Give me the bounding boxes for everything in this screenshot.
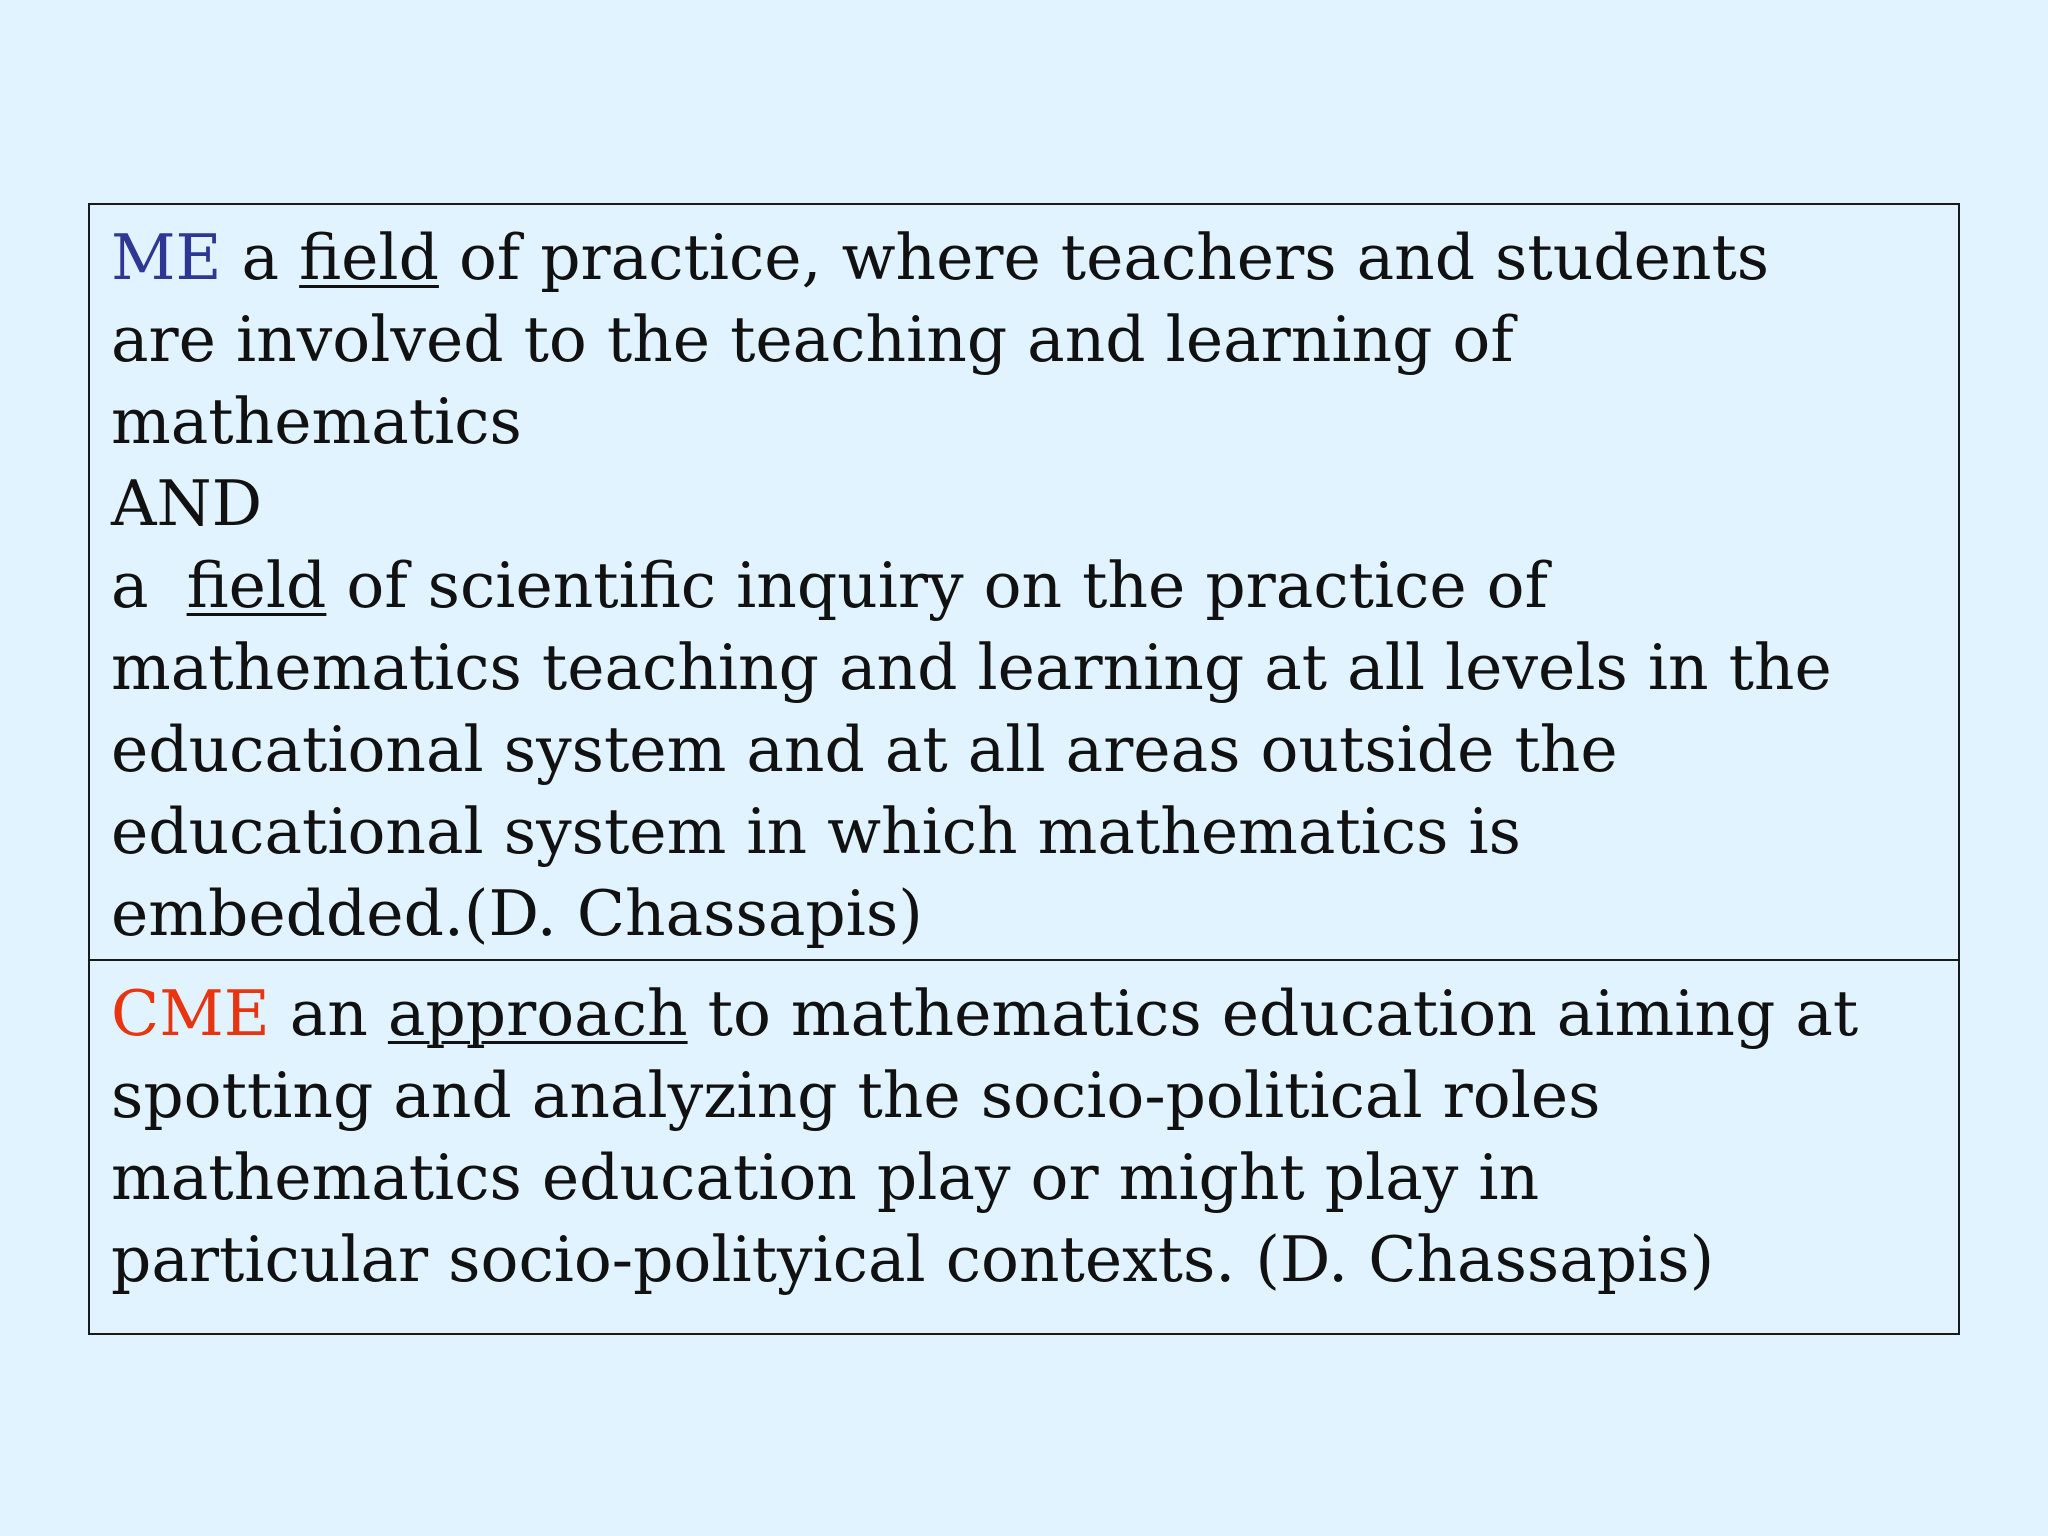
me-line-and: AND [111, 467, 263, 540]
me-line-1 [111, 217, 1940, 299]
me-definition-cell [90, 205, 1958, 961]
me-line-1-rest: of practice, where teachers and students [458, 221, 1770, 294]
me-line-5 [111, 545, 1940, 627]
me-line-6: mathematics teaching and learning at all levels in the [111, 631, 1832, 704]
cme-approach-underlined: approach [387, 977, 688, 1050]
me-article: a [241, 221, 280, 294]
inquiry-field-underlined: field [186, 549, 327, 622]
cme-definition-cell [90, 961, 1958, 1333]
me-term: ME [111, 221, 222, 294]
cme-line-1 [111, 973, 1940, 1055]
me-line-3: mathematics [111, 385, 522, 458]
cme-line-4: particular socio-polityical contexts. (D. Chassapis) [111, 1223, 1715, 1296]
me-line-8: educational system in which mathematics is [111, 795, 1521, 868]
inquiry-article: a [111, 549, 149, 622]
me-line-2: are involved to the teaching and learning of [111, 303, 1514, 376]
me-line-9: embedded.(D. Chassapis) [111, 877, 923, 950]
me-line-7: educational system and at all areas outside the [111, 713, 1618, 786]
me-field-underlined: field [299, 221, 439, 294]
cme-line-3: mathematics education play or might play in [111, 1141, 1540, 1214]
definitions-table [88, 203, 1960, 1335]
me-line-5-rest: of scientific inquiry on the practice of [346, 549, 1548, 622]
cme-line-1-rest: to mathematics education aiming at [707, 977, 1859, 1050]
cme-line-2: spotting and analyzing the socio-political roles [111, 1059, 1601, 1132]
cme-term: CME [111, 977, 270, 1050]
cme-article: an [289, 977, 368, 1050]
